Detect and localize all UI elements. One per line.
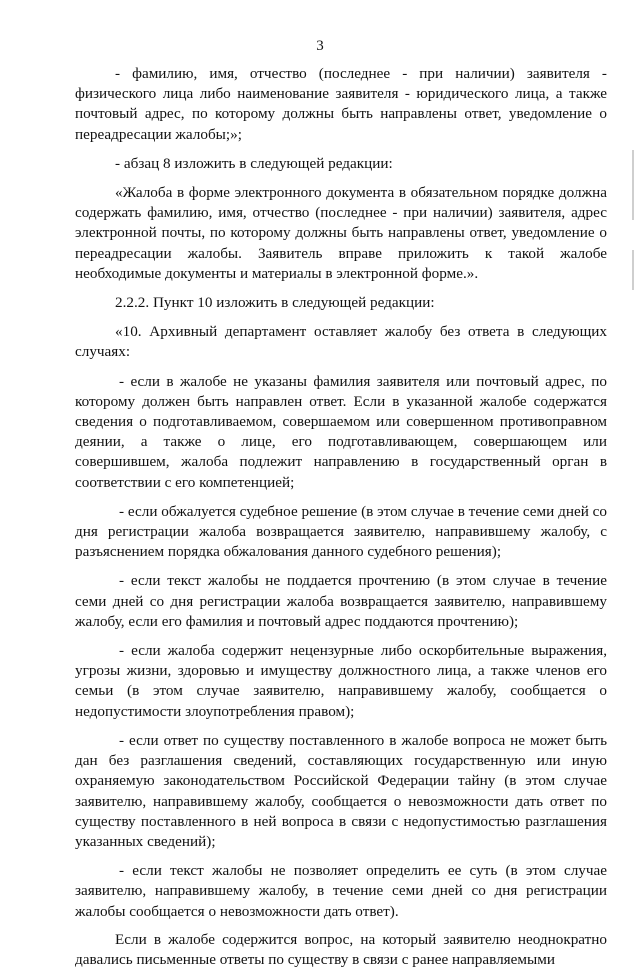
scan-edge-mark-mid xyxy=(632,250,634,290)
scan-edge-mark-top xyxy=(632,150,634,220)
paragraph-case-unclear-essence: - если текст жалобы не позволяет определить ее суть (в этом случае заявителю, направившему жалобу, в течение семи дней со дня регистрации жалобы сообщается о невозможности дать ответ). xyxy=(75,862,607,920)
paragraph-case-state-secret: - если ответ по существу поставленного в жалобе вопроса не может быть дан без разглашения сведений, составляющих государственную или иную охраняемую законодательством Российской Федерации тайну (в этом случае заявителю, направившему жалобу, сообщается о невозможности дать ответ по существу поставленного в ней вопроса в связи с недопустимостью разглашения указанных сведений); xyxy=(75,731,607,850)
paragraph-case-no-name: - если в жалобе не указаны фамилия заявителя или почтовый адрес, по которому должен быть направлен ответ. Если в указанной жалобе содержатся сведения о подготавливаемом, совершаемом или совершенном противоправном деянии, а также о лице, его подготавливающем, совершающем или совершившем, жалоба подлежит направлению в государственный орган в соответствии с его компетенцией; xyxy=(75,372,607,491)
paragraph-case-court-decision: - если обжалуется судебное решение (в этом случае в течение семи дней со дня регистрации жалоба возвращается заявителю, направившему жалобу, с разъяснением порядка обжалования данного судебного решения); xyxy=(75,502,607,561)
page-number: 3 xyxy=(316,38,324,54)
paragraph-amend-abzac-8: - абзац 8 изложить в следующей редакции: xyxy=(115,154,393,172)
paragraph-case-offensive: - если жалоба содержит нецензурные либо оскорбительные выражения, угрозы жизни, здоровью и имуществу должностного лица, а также членов его семьи (в этом случае заявителю, направившему жалобу, сообщается о недопустимости злоупотребления правом); xyxy=(75,642,607,720)
paragraph-clause-10: «10. Архивный департамент оставляет жалобу без ответа в следующих случаях: xyxy=(75,323,607,361)
document-body xyxy=(75,64,607,979)
paragraph-electronic-complaint: «Жалоба в форме электронного документа в обязательном порядке должна содержать фамилию, имя, отчество (последнее - при наличии) заявителя, адрес электронной почты, по которому должны быть направлены ответ, уведомление о переадресации жалобы. Заявитель вправе приложить к такой жалобе необходимые документы и материалы в электронной форме.». xyxy=(75,184,607,282)
paragraph-applicant-name: - фамилию, имя, отчество (последнее - при наличии) заявителя - физического лица либо наименование заявителя - юридического лица, а также почтовый адрес, по которому должны быть направлены ответ, уведомление о переадресации жалобы;»; xyxy=(75,65,607,143)
paragraph-case-unreadable: - если текст жалобы не поддается прочтению (в этом случае в течение семи дней со дня регистрации жалоба возвращается заявителю, направившему жалобу, если его фамилия и почтовый адрес поддаются прочтению); xyxy=(75,572,607,630)
paragraph-repeated-question: Если в жалобе содержится вопрос, на который заявителю неоднократно давались письменные ответы по существу в связи с ранее направляемыми xyxy=(75,930,607,968)
paragraph-clause-2-2-2: 2.2.2. Пункт 10 изложить в следующей редакции: xyxy=(115,294,435,312)
